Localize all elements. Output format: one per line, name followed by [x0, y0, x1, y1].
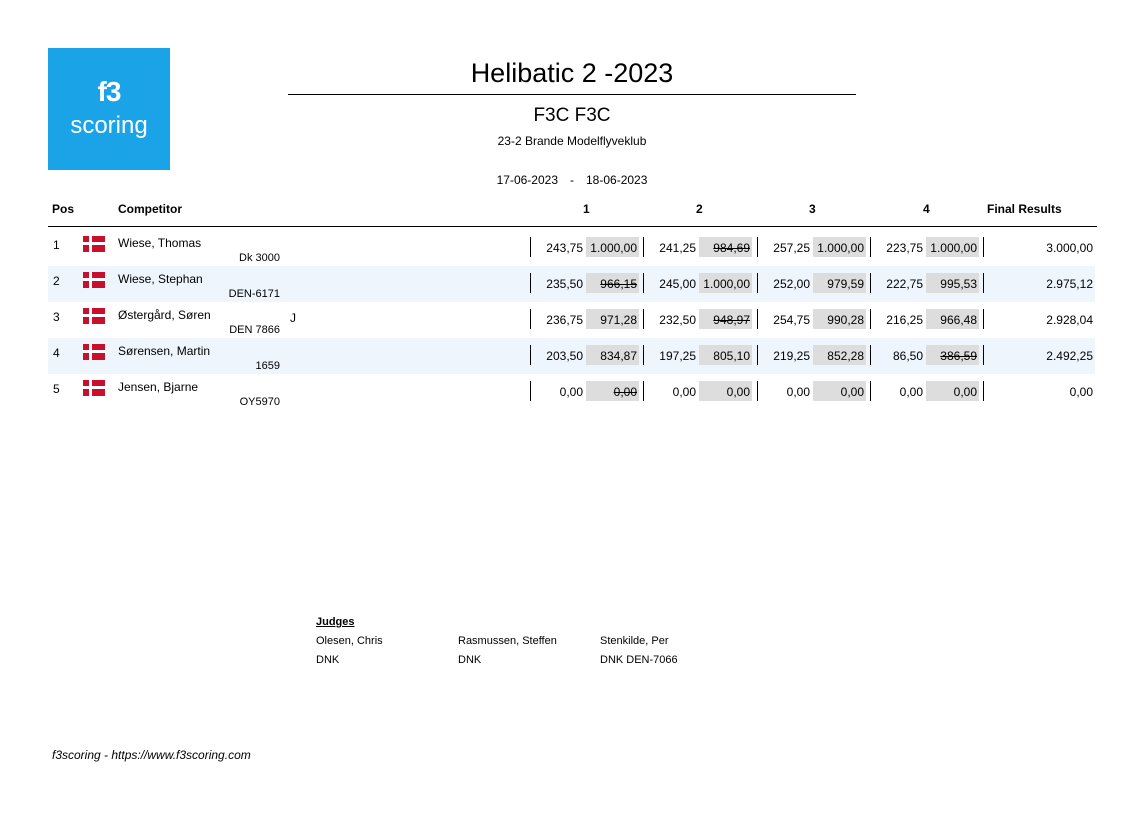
- column-divider: [983, 273, 984, 293]
- raw-score: 219,25: [773, 349, 810, 363]
- judge-name: Stenkilde, Per: [600, 635, 669, 647]
- raw-score: 243,75: [546, 241, 583, 255]
- judge-country: DNK: [316, 654, 340, 666]
- normalized-score: 0,00: [699, 381, 752, 401]
- normalized-score: 1.000,00: [813, 237, 866, 257]
- raw-score: 0,00: [559, 385, 583, 399]
- raw-score: 86,50: [892, 349, 923, 363]
- competitor-license: 1659: [255, 360, 280, 372]
- dropped-normalized-score: 386,59: [926, 345, 979, 365]
- table-row: [48, 374, 1095, 410]
- competitor-license: DEN 7866: [229, 324, 280, 336]
- raw-score: 216,25: [886, 313, 923, 327]
- column-divider: [757, 345, 758, 365]
- denmark-flag-icon: [83, 272, 105, 288]
- header-competitor: Competitor: [118, 202, 182, 216]
- column-divider: [870, 345, 871, 365]
- date-start: 17-06-2023: [496, 173, 558, 187]
- header-round-4: 4: [923, 202, 930, 216]
- table-row: [48, 302, 1095, 338]
- header-final-results: Final Results: [987, 202, 1062, 216]
- normalized-score: 0,00: [813, 381, 866, 401]
- judge-country: DNK: [458, 654, 482, 666]
- dropped-normalized-score: 984,69: [699, 237, 752, 257]
- normalized-score: 0,00: [926, 381, 979, 401]
- competitor-license: DEN-6171: [228, 288, 280, 300]
- normalized-score: 1.000,00: [586, 237, 639, 257]
- normalized-score: 979,59: [813, 273, 866, 293]
- competitor-name: Sørensen, Martin: [118, 344, 211, 358]
- header-round-2: 2: [696, 202, 703, 216]
- table-row: [48, 230, 1095, 266]
- normalized-score: 971,28: [586, 309, 639, 329]
- footer-credit: f3scoring - https://www.f3scoring.com: [52, 748, 251, 762]
- header-round-1: 1: [583, 202, 590, 216]
- denmark-flag-icon: [83, 344, 105, 360]
- event-dates: [288, 173, 856, 187]
- dropped-normalized-score: 948,97: [699, 309, 752, 329]
- header-divider: [48, 226, 1097, 227]
- dropped-normalized-score: 0,00: [586, 381, 639, 401]
- judges-heading: Judges: [316, 616, 355, 628]
- position: 5: [53, 382, 60, 396]
- final-result: 3.000,00: [1046, 241, 1093, 255]
- date-end: 18-06-2023: [586, 173, 648, 187]
- column-divider: [530, 345, 531, 365]
- table-row: [48, 338, 1095, 374]
- normalized-score: 1.000,00: [699, 273, 752, 293]
- final-result: 2.492,25: [1046, 349, 1093, 363]
- f3scoring-logo: [48, 48, 170, 170]
- table-row: [48, 266, 1095, 302]
- event-club: 23-2 Brande Modelflyveklub: [497, 134, 647, 148]
- column-divider: [643, 273, 644, 293]
- header-pos: Pos: [52, 202, 75, 216]
- column-divider: [870, 273, 871, 293]
- final-result: 0,00: [1069, 385, 1093, 399]
- raw-score: 235,50: [546, 277, 583, 291]
- column-divider: [643, 309, 644, 329]
- raw-score: 254,75: [773, 313, 810, 327]
- column-divider: [757, 237, 758, 257]
- normalized-score: 966,48: [926, 309, 979, 329]
- normalized-score: 1.000,00: [926, 237, 979, 257]
- final-result: 2.928,04: [1046, 313, 1093, 327]
- judge-name: Rasmussen, Steffen: [458, 635, 557, 647]
- normalized-score: 990,28: [813, 309, 866, 329]
- dropped-normalized-score: 966,15: [586, 273, 639, 293]
- competitor-class: J: [290, 311, 296, 325]
- judge-country: DNK DEN-7066: [600, 654, 678, 666]
- raw-score: 0,00: [672, 385, 696, 399]
- competitor-name: Østergård, Søren: [118, 308, 211, 322]
- column-divider: [757, 381, 758, 401]
- event-subtitle: F3C F3C: [533, 105, 611, 126]
- judge-name: Olesen, Chris: [316, 635, 383, 647]
- column-divider: [530, 237, 531, 257]
- column-divider: [643, 237, 644, 257]
- position: 2: [53, 274, 60, 288]
- column-divider: [983, 309, 984, 329]
- competitor-name: Jensen, Bjarne: [118, 380, 199, 394]
- denmark-flag-icon: [83, 308, 105, 324]
- column-divider: [870, 309, 871, 329]
- raw-score: 245,00: [659, 277, 696, 291]
- competitor-name: Wiese, Thomas: [118, 236, 202, 250]
- raw-score: 0,00: [899, 385, 923, 399]
- denmark-flag-icon: [83, 380, 105, 396]
- column-divider: [530, 381, 531, 401]
- logo-line2: scoring: [70, 112, 148, 139]
- column-divider: [983, 381, 984, 401]
- column-divider: [870, 381, 871, 401]
- position: 3: [53, 310, 60, 324]
- normalized-score: 834,87: [586, 345, 639, 365]
- header-round-3: 3: [809, 202, 816, 216]
- denmark-flag-icon: [83, 236, 105, 252]
- column-divider: [643, 381, 644, 401]
- normalized-score: 852,28: [813, 345, 866, 365]
- normalized-score: 805,10: [699, 345, 752, 365]
- logo-line1: f3: [97, 76, 121, 107]
- event-title: Helibatic 2 -2023: [288, 56, 856, 95]
- raw-score: 203,50: [546, 349, 583, 363]
- raw-score: 257,25: [773, 241, 810, 255]
- column-divider: [530, 309, 531, 329]
- column-divider: [643, 345, 644, 365]
- raw-score: 241,25: [659, 241, 696, 255]
- column-divider: [757, 273, 758, 293]
- raw-score: 222,75: [886, 277, 923, 291]
- column-divider: [870, 237, 871, 257]
- column-divider: [530, 273, 531, 293]
- raw-score: 232,50: [659, 313, 696, 327]
- raw-score: 236,75: [546, 313, 583, 327]
- position: 1: [53, 238, 60, 252]
- date-separator: -: [570, 173, 574, 187]
- competitor-license: Dk 3000: [239, 252, 280, 264]
- raw-score: 0,00: [786, 385, 810, 399]
- column-divider: [757, 309, 758, 329]
- column-divider: [983, 345, 984, 365]
- column-divider: [983, 237, 984, 257]
- normalized-score: 995,53: [926, 273, 979, 293]
- competitor-license: OY5970: [239, 396, 280, 408]
- raw-score: 252,00: [773, 277, 810, 291]
- competitor-name: Wiese, Stephan: [118, 272, 203, 286]
- position: 4: [53, 346, 60, 360]
- final-result: 2.975,12: [1046, 277, 1093, 291]
- raw-score: 223,75: [886, 241, 923, 255]
- raw-score: 197,25: [659, 349, 696, 363]
